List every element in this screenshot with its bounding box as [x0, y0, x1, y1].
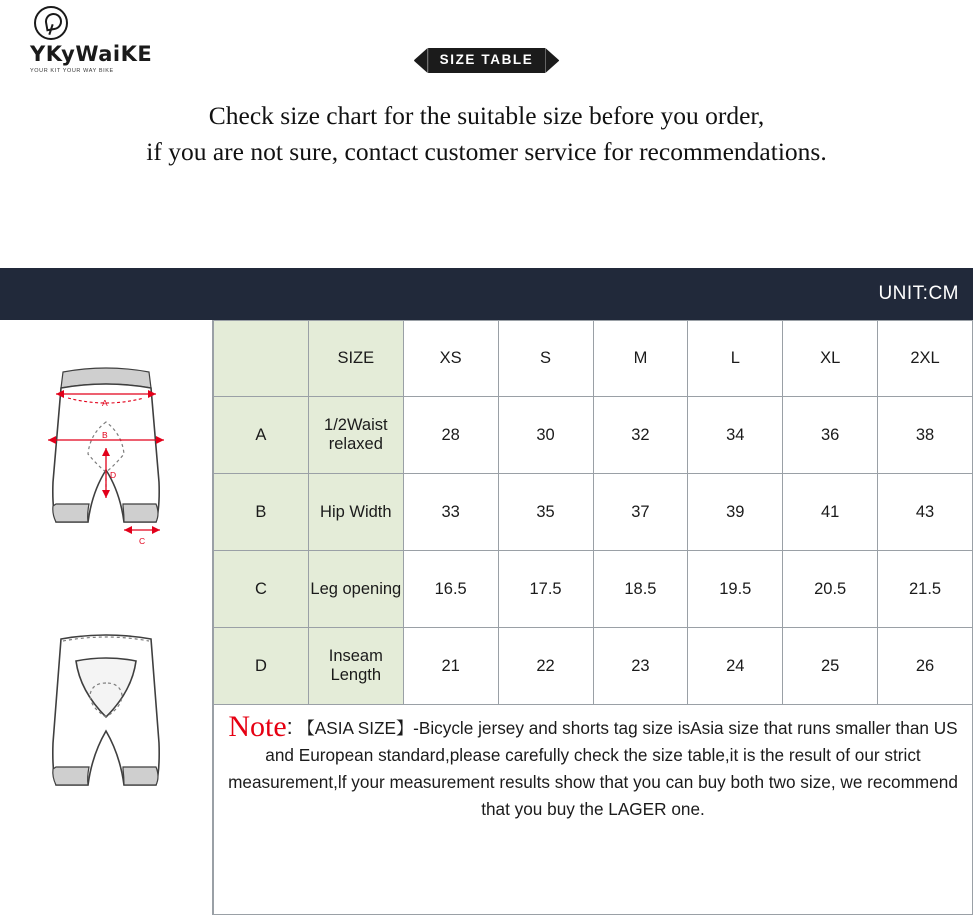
cell-d-2xl: 26: [878, 628, 973, 705]
cell-b-s: 35: [498, 474, 593, 551]
table-row: [214, 474, 973, 551]
cell-d-l: 24: [688, 628, 783, 705]
cell-a-xl: 36: [783, 397, 878, 474]
row-code-d: D: [214, 628, 309, 705]
row-name-c: Leg opening: [308, 551, 403, 628]
cell-a-s: 30: [498, 397, 593, 474]
unit-bar: [0, 268, 973, 320]
table-row: [214, 628, 973, 705]
cell-a-l: 34: [688, 397, 783, 474]
size-table: [213, 320, 973, 705]
cell-c-s: 17.5: [498, 551, 593, 628]
size-table-area: [212, 320, 973, 915]
row-name-b: Hip Width: [308, 474, 403, 551]
cell-c-2xl: 21.5: [878, 551, 973, 628]
shorts-back-diagram: [20, 625, 192, 830]
body: [0, 320, 973, 915]
shorts-back-icon: [20, 625, 192, 825]
svg-text:C: C: [139, 536, 146, 546]
header-col-xs: XS: [403, 321, 498, 397]
headline-line-2: if you are not sure, contact customer service for recommendations.: [146, 137, 827, 166]
brand-logo: [30, 6, 160, 74]
cell-a-xs: 28: [403, 397, 498, 474]
header-col-2xl: 2XL: [878, 321, 973, 397]
cell-b-xl: 41: [783, 474, 878, 551]
cell-c-m: 18.5: [593, 551, 688, 628]
cell-c-xs: 16.5: [403, 551, 498, 628]
cell-d-xs: 21: [403, 628, 498, 705]
cell-b-xs: 33: [403, 474, 498, 551]
row-code-a: A: [214, 397, 309, 474]
shorts-front-icon: [20, 362, 192, 562]
headline: [0, 98, 973, 170]
header: [0, 0, 973, 268]
header-code-cell: [214, 321, 309, 397]
svg-text:B: B: [102, 430, 108, 440]
svg-text:A: A: [102, 398, 108, 408]
header-size-label: SIZE: [308, 321, 403, 397]
headline-line-1: Check size chart for the suitable size before you order,: [208, 101, 765, 130]
cell-c-l: 19.5: [688, 551, 783, 628]
figure-column: [0, 320, 212, 915]
header-col-s: S: [498, 321, 593, 397]
cell-b-m: 37: [593, 474, 688, 551]
table-header-row: [214, 321, 973, 397]
table-row: [214, 397, 973, 474]
brand-tagline: YOUR KIT YOUR WAY BIKE: [30, 68, 114, 74]
note-label: Note: [228, 710, 287, 743]
badge-right-notch-icon: [545, 48, 559, 73]
cell-d-m: 23: [593, 628, 688, 705]
header-col-xl: XL: [783, 321, 878, 397]
table-row: [214, 551, 973, 628]
cell-d-s: 22: [498, 628, 593, 705]
row-code-c: C: [214, 551, 309, 628]
cell-b-2xl: 43: [878, 474, 973, 551]
cell-a-2xl: 38: [878, 397, 973, 474]
svg-text:D: D: [110, 470, 117, 480]
row-name-d: Inseam Length: [308, 628, 403, 705]
cell-d-xl: 25: [783, 628, 878, 705]
shorts-front-diagram: [20, 362, 192, 567]
cyclist-circle-logo-icon: [34, 6, 68, 40]
header-col-m: M: [593, 321, 688, 397]
cell-a-m: 32: [593, 397, 688, 474]
unit-label: UNIT:CM: [878, 283, 959, 304]
note-block: [213, 705, 973, 915]
size-table-badge-label: SIZE TABLE: [428, 48, 546, 73]
row-name-a: 1/2Waist relaxed: [308, 397, 403, 474]
row-code-b: B: [214, 474, 309, 551]
brand-name: YKyWaiKE: [30, 42, 153, 66]
cell-c-xl: 20.5: [783, 551, 878, 628]
note-colon: :: [286, 714, 293, 739]
header-col-l: L: [688, 321, 783, 397]
badge-left-notch-icon: [414, 48, 428, 73]
note-text: 【ASIA SIZE】-Bicycle jersey and shorts tag size isAsia size that runs smaller than US and European standard,please carefully check the size table,it is the result of our strict measurement,lf your measurement results show that you can buy both two size, we recommend that you buy the LAGER one.: [228, 718, 958, 819]
cell-b-l: 39: [688, 474, 783, 551]
size-table-badge: [414, 48, 560, 73]
